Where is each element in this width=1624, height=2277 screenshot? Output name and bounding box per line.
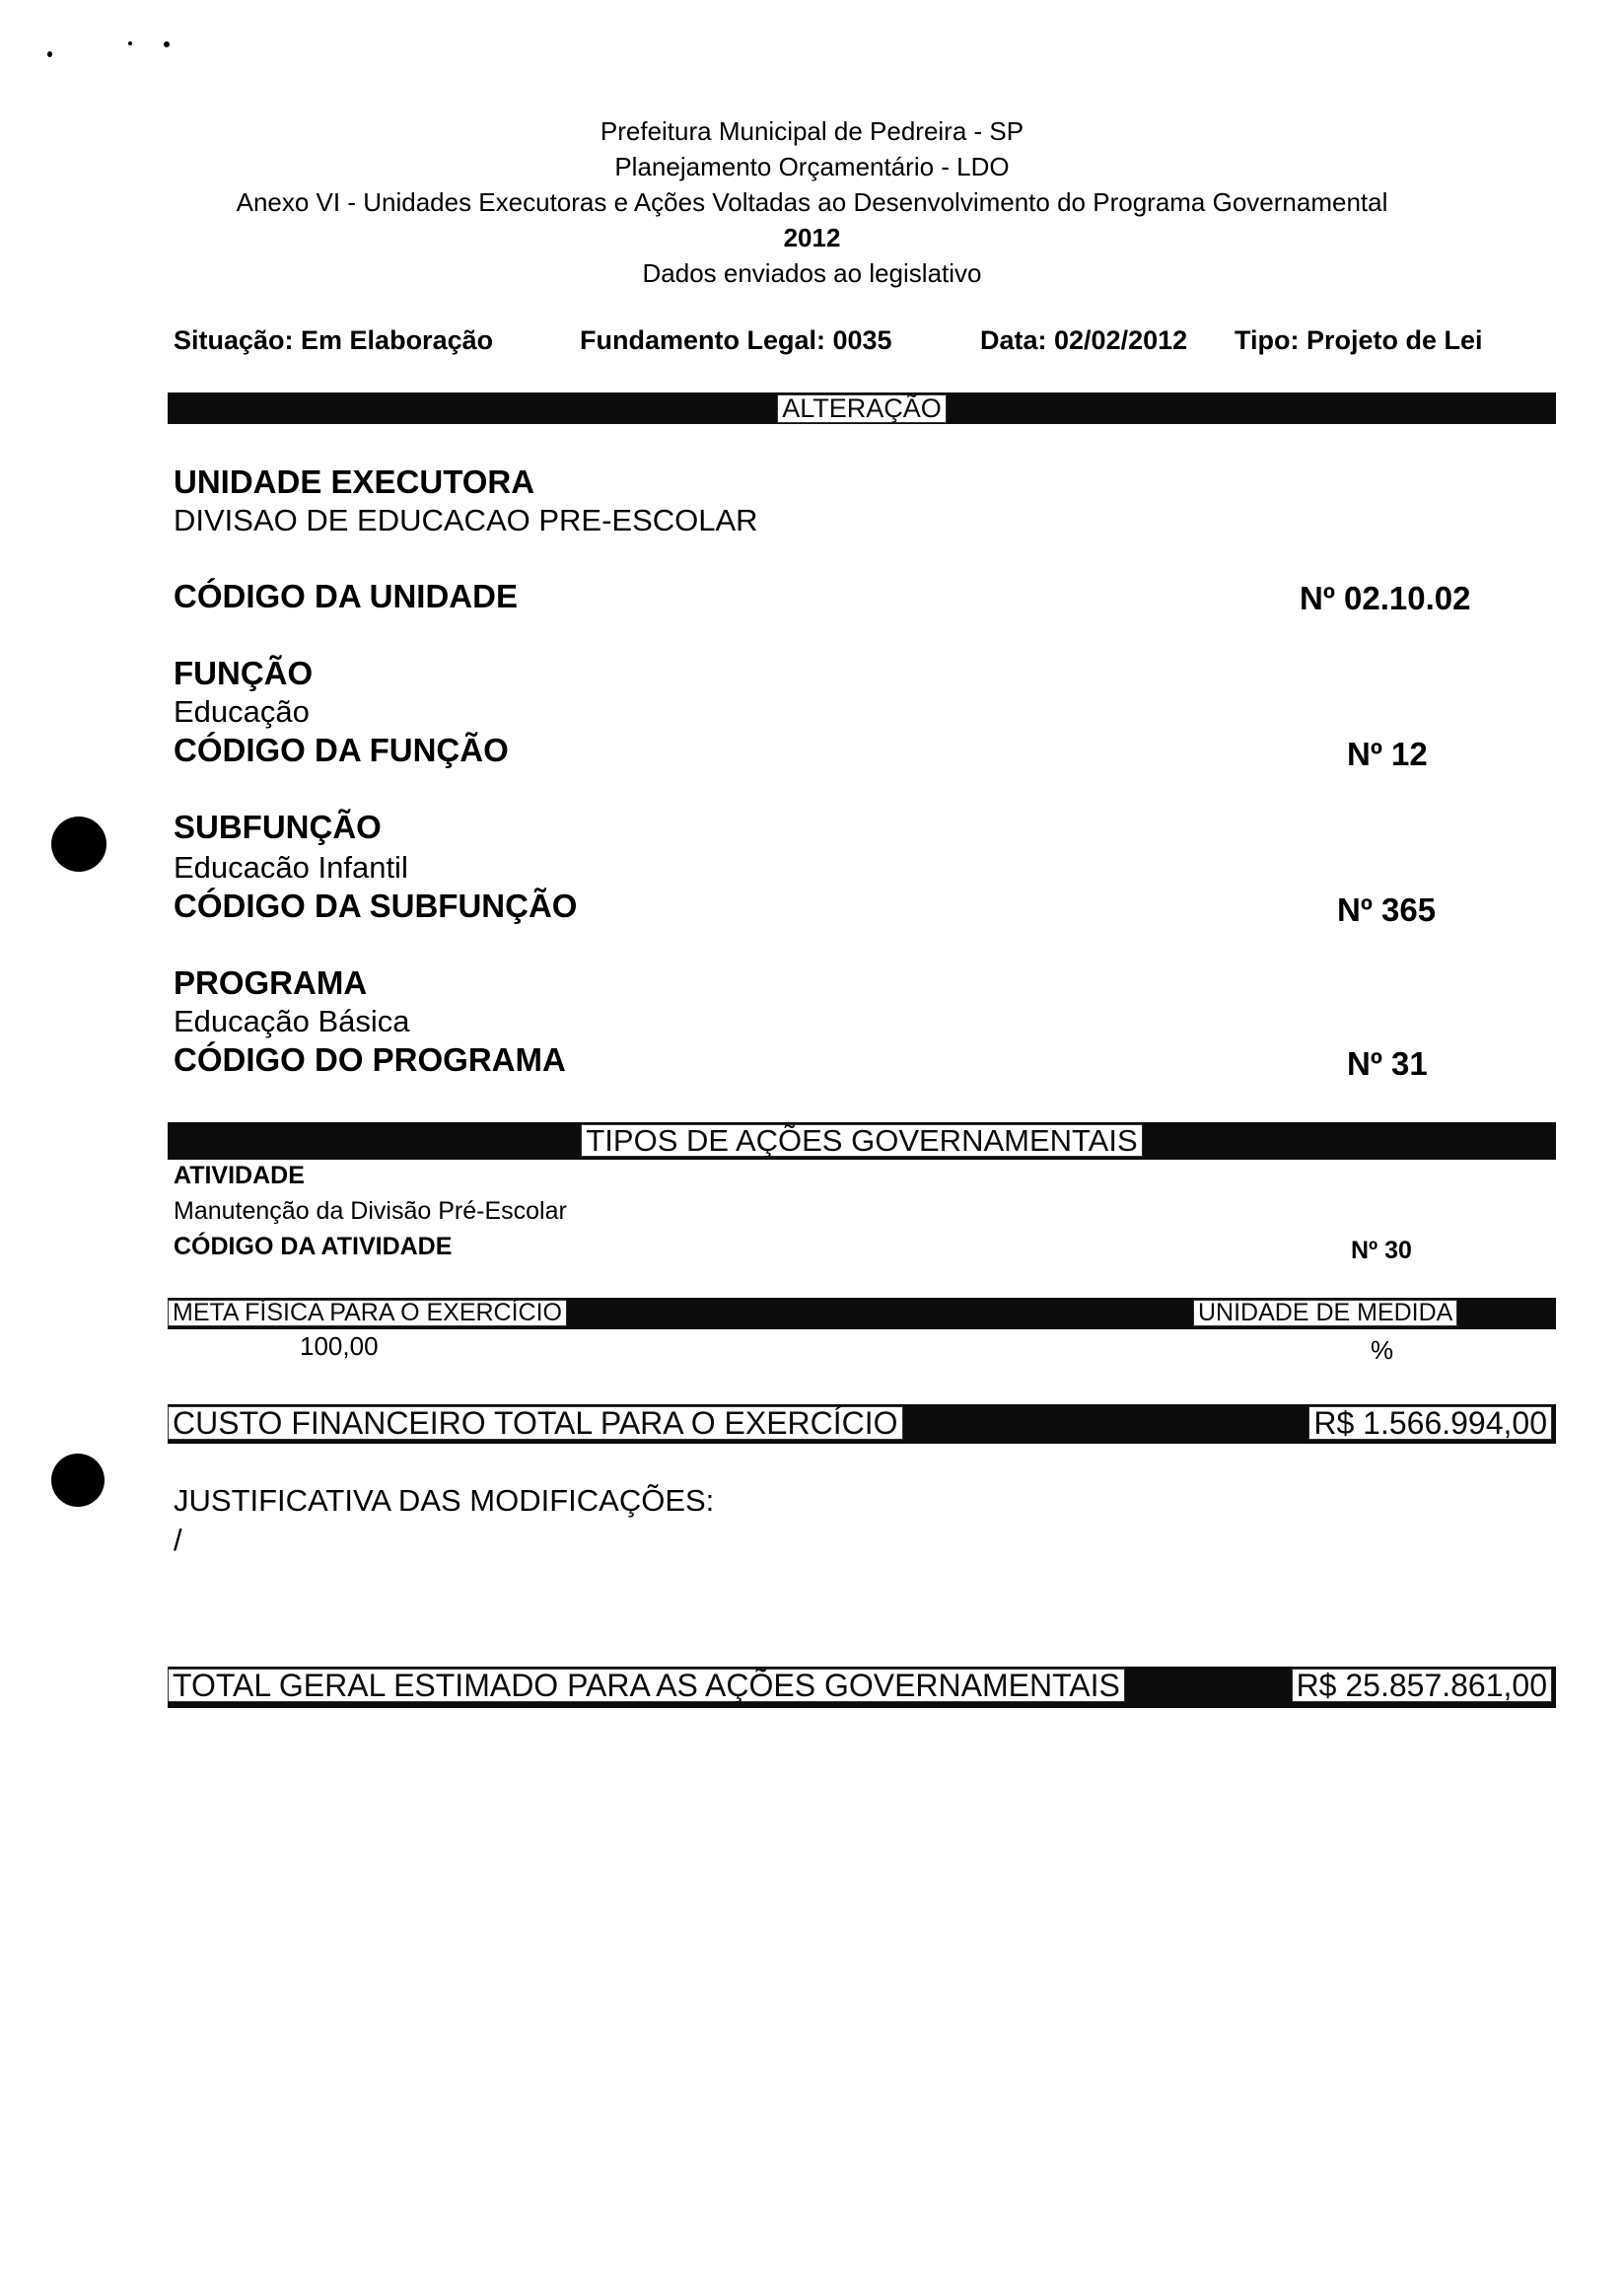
- alteracao-label: ALTERAÇÃO: [777, 394, 947, 423]
- funcao-value: Educação: [174, 694, 310, 729]
- subfuncao-title: SUBFUNÇÃO: [174, 809, 382, 845]
- header-line5: Dados enviados ao legislativo: [642, 258, 982, 288]
- scan-speck: [47, 51, 52, 57]
- programa-code: Nº 31: [1347, 1045, 1428, 1082]
- unidade-medida-label: UNIDADE DE MEDIDA: [1193, 1300, 1457, 1326]
- tipos-acoes-label: TIPOS DE AÇÕES GOVERNAMENTAIS: [581, 1124, 1142, 1157]
- justificativa-value: /: [174, 1523, 182, 1557]
- meta-tipo: Tipo: Projeto de Lei: [1235, 325, 1483, 355]
- custo-financeiro-label: CUSTO FINANCEIRO TOTAL PARA O EXERCÍCIO: [168, 1406, 903, 1440]
- meta-situacao: Situação: Em Elaboração: [174, 325, 494, 355]
- subfuncao-value: Educacão Infantil: [174, 850, 408, 885]
- atividade-value: Manutenção da Divisão Pré-Escolar: [174, 1197, 567, 1225]
- total-geral-label: TOTAL GERAL ESTIMADO PARA AS AÇÕES GOVERNAMENTAIS: [168, 1669, 1125, 1702]
- atividade-code-label: CÓDIGO DA ATIVIDADE: [174, 1233, 453, 1260]
- header-line1: Prefeitura Municipal de Pedreira - SP: [600, 116, 1024, 146]
- custo-financeiro-value: R$ 1.566.994,00: [1308, 1406, 1552, 1440]
- programa-value: Educação Básica: [174, 1004, 410, 1038]
- custo-financeiro-bar: [168, 1404, 1556, 1444]
- meta-fisica-bar: [168, 1298, 1556, 1329]
- subfuncao-code: Nº 365: [1337, 891, 1437, 928]
- atividade-title: ATIVIDADE: [174, 1162, 305, 1189]
- funcao-code-label: CÓDIGO DA FUNÇÃO: [174, 732, 509, 768]
- punch-hole: [51, 817, 106, 872]
- punch-hole: [51, 1454, 105, 1507]
- unidade-code-label: CÓDIGO DA UNIDADE: [174, 578, 518, 614]
- header-line2: Planejamento Orçamentário - LDO: [614, 152, 1010, 181]
- scan-speck: [128, 41, 132, 45]
- unidade-value: DIVISAO DE EDUCACAO PRE-ESCOLAR: [174, 503, 758, 537]
- funcao-title: FUNÇÃO: [174, 655, 314, 691]
- scan-speck: [164, 41, 170, 47]
- header-year: 2012: [783, 223, 841, 252]
- meta-fundamento: Fundamento Legal: 0035: [580, 325, 892, 355]
- atividade-code: Nº 30: [1351, 1237, 1412, 1264]
- meta-fisica-value: 100,00: [300, 1331, 379, 1361]
- total-geral-value: R$ 25.857.861,00: [1292, 1669, 1552, 1702]
- meta-fisica-label: META FÍSICA PARA O EXERCÍCIO: [168, 1300, 567, 1326]
- meta-fisica-unit: %: [1371, 1335, 1394, 1365]
- subfuncao-code-label: CÓDIGO DA SUBFUNÇÃO: [174, 888, 578, 924]
- unidade-title: UNIDADE EXECUTORA: [174, 463, 535, 500]
- alteracao-bar: [168, 392, 1556, 424]
- funcao-code: Nº 12: [1347, 736, 1428, 772]
- header-line3: Anexo VI - Unidades Executoras e Ações Voltadas ao Desenvolvimento do Programa Governamental: [236, 187, 1388, 217]
- unidade-code: Nº 02.10.02: [1300, 580, 1471, 616]
- meta-data: Data: 02/02/2012: [980, 325, 1188, 355]
- justificativa-label: JUSTIFICATIVA DAS MODIFICAÇÕES:: [174, 1483, 715, 1518]
- total-geral-bar: [168, 1667, 1556, 1708]
- programa-code-label: CÓDIGO DO PROGRAMA: [174, 1041, 566, 1078]
- programa-title: PROGRAMA: [174, 964, 368, 1001]
- tipos-acoes-bar: [168, 1122, 1556, 1160]
